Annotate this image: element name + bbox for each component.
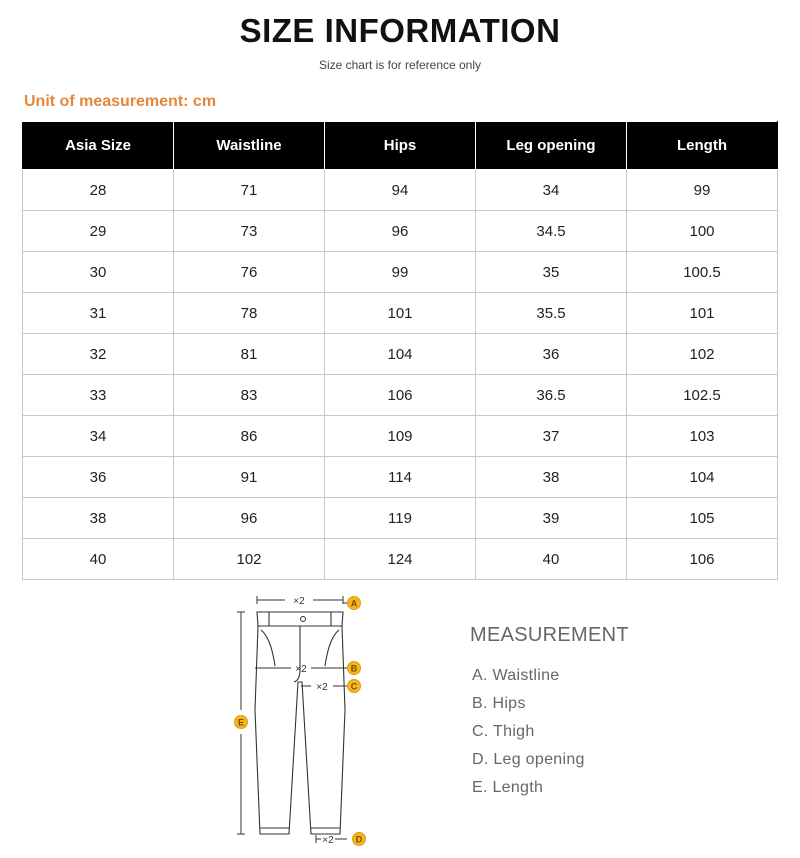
table-cell: 71 [174,170,325,211]
table-row [23,416,778,457]
table-cell: 28 [23,170,174,211]
table-row [23,498,778,539]
table-cell: 32 [23,334,174,375]
table-cell: 101 [325,293,476,334]
table-cell: 96 [325,211,476,252]
table-cell: 102 [174,539,325,580]
table-cell: 40 [476,539,627,580]
marker-b [348,662,361,675]
list-item: B. Hips [472,695,526,712]
table-cell: 105 [627,498,778,539]
table-cell: 37 [476,416,627,457]
table-cell: 106 [627,539,778,580]
table-cell: 103 [627,416,778,457]
svg-text:A: A [350,598,358,609]
table-cell: 35 [476,252,627,293]
table-cell: 78 [174,293,325,334]
table-cell: 119 [325,498,476,539]
table-cell: 86 [174,416,325,457]
table-cell: 102.5 [627,375,778,416]
table-cell: 39 [476,498,627,539]
table-cell: 38 [23,498,174,539]
table-cell: 101 [627,293,778,334]
pants-diagram [225,590,375,853]
size-table [22,121,778,580]
table-row [23,334,778,375]
svg-text:B: B [350,663,358,674]
svg-text:D: D [355,834,363,845]
table-cell: 34 [23,416,174,457]
table-cell: 96 [174,498,325,539]
table-row [23,170,778,211]
table-cell: 114 [325,457,476,498]
table-cell: 29 [23,211,174,252]
measurement-title: MEASUREMENT [470,624,629,646]
table-row [23,375,778,416]
page-subtitle: Size chart is for reference only [318,58,482,72]
table-cell: 91 [174,457,325,498]
svg-text:E: E [237,717,245,728]
table-cell: 36 [476,334,627,375]
marker-d [353,833,366,846]
table-cell: 33 [23,375,174,416]
table-cell: 124 [325,539,476,580]
table-cell: 100.5 [627,252,778,293]
table-cell: 104 [627,457,778,498]
svg-text:C: C [350,681,358,692]
column-header: Length [627,122,778,170]
table-cell: 99 [627,170,778,211]
table-cell: 38 [476,457,627,498]
table-cell: 34 [476,170,627,211]
table-cell: 83 [174,375,325,416]
column-header: Leg opening [476,122,627,170]
multiplier-label: ×2 [293,596,305,607]
table-cell: 104 [325,334,476,375]
table-cell: 73 [174,211,325,252]
column-header: Waistline [174,122,325,170]
table-cell: 30 [23,252,174,293]
table-cell: 99 [325,252,476,293]
page-title: SIZE INFORMATION [239,12,561,49]
marker-c [348,680,361,693]
table-cell: 31 [23,293,174,334]
list-item: C. Thigh [472,723,535,740]
table-row [23,539,778,580]
table-cell: 40 [23,539,174,580]
marker-a [348,597,361,610]
table-cell: 106 [325,375,476,416]
list-item: E. Length [472,779,544,796]
pants-icon [225,590,375,853]
table-cell: 109 [325,416,476,457]
multiplier-label: ×2 [316,682,328,693]
table-cell: 81 [174,334,325,375]
table-row [23,293,778,334]
table-cell: 34.5 [476,211,627,252]
list-item: D. Leg opening [472,751,585,768]
table-cell: 94 [325,170,476,211]
table-header-row [23,122,778,170]
column-header: Hips [325,122,476,170]
marker-e [235,716,248,729]
table-cell: 36 [23,457,174,498]
table-cell: 102 [627,334,778,375]
column-header: Asia Size [23,122,174,170]
measurement-list [472,664,585,804]
table-cell: 100 [627,211,778,252]
table-row [23,457,778,498]
unit-label: Unit of measurement: cm [24,93,217,110]
multiplier-label: ×2 [322,835,334,846]
multiplier-label: ×2 [295,664,307,675]
table-row [23,252,778,293]
table-cell: 35.5 [476,293,627,334]
list-item: A. Waistline [472,667,560,684]
table-row [23,211,778,252]
table-cell: 36.5 [476,375,627,416]
table-cell: 76 [174,252,325,293]
